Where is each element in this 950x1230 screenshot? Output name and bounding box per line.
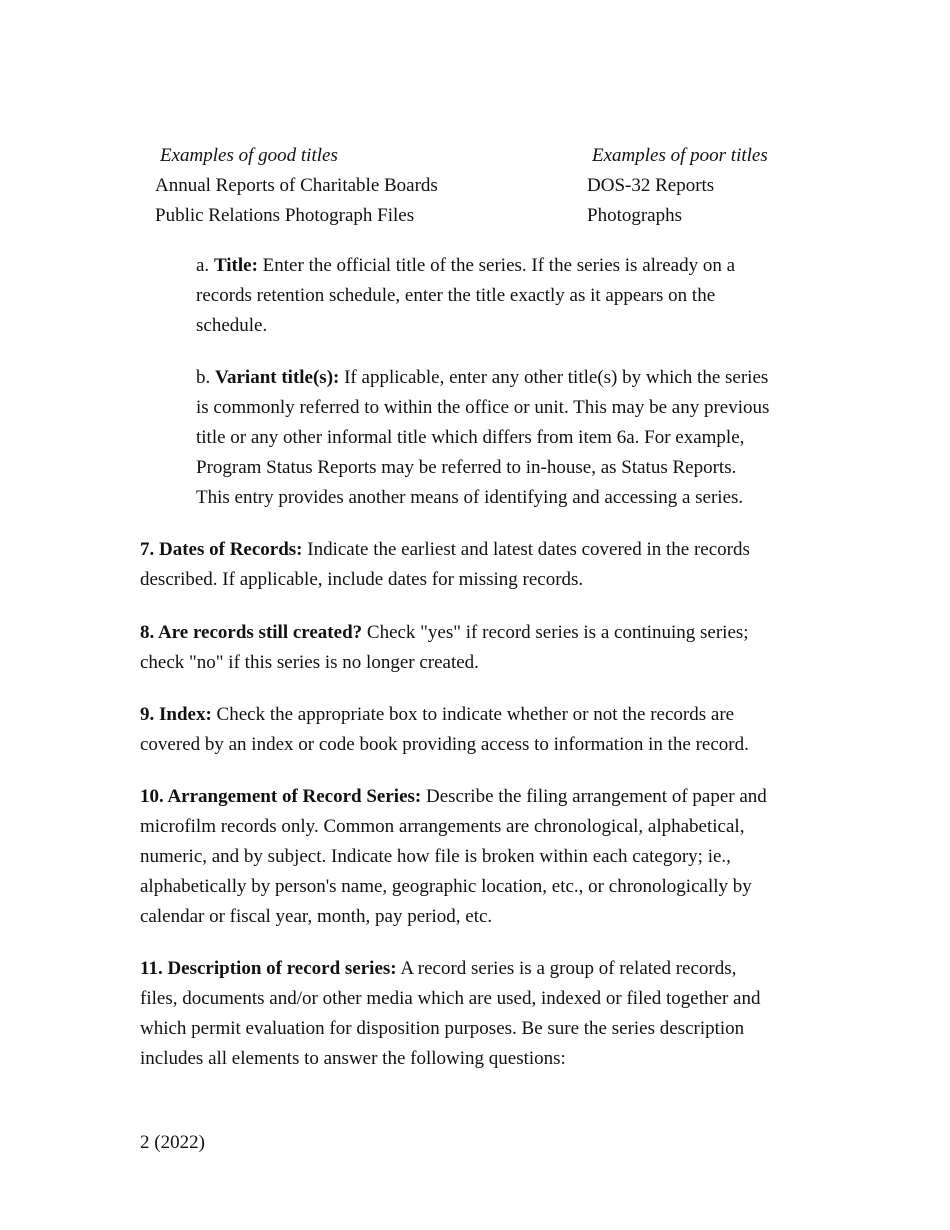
item-text: includes all elements to answer the following questions: bbox=[140, 1048, 566, 1069]
item-text: schedule. bbox=[196, 315, 268, 336]
examples-row bbox=[155, 171, 855, 201]
item-label: Variant title(s): bbox=[215, 367, 340, 388]
item-text: described. If applicable, include dates for missing records. bbox=[140, 569, 584, 590]
good-titles-heading: Examples of good titles bbox=[160, 145, 338, 166]
item-text: alphabetically by person's name, geographic location, etc., or chronologically by bbox=[140, 876, 752, 897]
good-title-example: Annual Reports of Charitable Boards bbox=[155, 175, 438, 196]
item-text: calendar or fiscal year, month, pay period, etc. bbox=[140, 906, 493, 927]
poor-title-example: DOS-32 Reports bbox=[587, 175, 715, 196]
item-label: 11. Description of record series: bbox=[140, 958, 397, 979]
item-label: 7. Dates of Records: bbox=[140, 539, 303, 560]
item-text: which permit evaluation for disposition purposes. Be sure the series description bbox=[140, 1018, 745, 1039]
item-10-arrangement bbox=[140, 782, 767, 932]
item-text: If applicable, enter any other title(s) by which the series bbox=[339, 367, 769, 388]
poor-title-example: Photographs bbox=[587, 205, 682, 226]
item-text: records retention schedule, enter the title exactly as it appears on the bbox=[196, 285, 716, 306]
item-text: check "no" if this series is no longer created. bbox=[140, 652, 479, 673]
item-9-index bbox=[140, 700, 749, 760]
item-text: Program Status Reports may be referred to in-house, as Status Reports. bbox=[196, 457, 737, 478]
item-text: title or any other informal title which differs from item 6a. For example, bbox=[196, 427, 745, 448]
item-text: Check "yes" if record series is a continuing series; bbox=[362, 622, 749, 643]
item-prefix: a. bbox=[196, 255, 214, 276]
item-label: 8. Are records still created? bbox=[140, 622, 363, 643]
poor-titles-heading: Examples of poor titles bbox=[592, 145, 768, 166]
item-label: 9. Index: bbox=[140, 704, 212, 725]
item-8-still-created bbox=[140, 618, 749, 678]
item-text: Check the appropriate box to indicate whether or not the records are bbox=[211, 704, 735, 725]
examples-row bbox=[155, 201, 855, 231]
item-text: Enter the official title of the series. If the series is already on a bbox=[257, 255, 736, 276]
examples-header-row bbox=[155, 141, 855, 171]
item-prefix: b. bbox=[196, 367, 215, 388]
item-text: numeric, and by subject. Indicate how file is broken within each category; ie., bbox=[140, 846, 731, 867]
item-text: microfilm records only. Common arrangements are chronological, alphabetical, bbox=[140, 816, 745, 837]
item-7-dates-of-records bbox=[140, 535, 750, 595]
item-label: 10. Arrangement of Record Series: bbox=[140, 786, 422, 807]
item-text: This entry provides another means of identifying and accessing a series. bbox=[196, 487, 744, 508]
item-6a-title bbox=[196, 251, 735, 341]
item-text: is commonly referred to within the office or unit. This may be any previous bbox=[196, 397, 770, 418]
page-footer: 2 (2022) bbox=[140, 1132, 205, 1153]
item-text: Indicate the earliest and latest dates covered in the records bbox=[302, 539, 750, 560]
item-text: A record series is a group of related records, bbox=[396, 958, 737, 979]
item-text: files, documents and/or other media which are used, indexed or filed together and bbox=[140, 988, 761, 1009]
good-title-example: Public Relations Photograph Files bbox=[155, 205, 415, 226]
item-6b-variant-title bbox=[196, 363, 769, 513]
item-11-description bbox=[140, 954, 760, 1074]
item-text: covered by an index or code book providing access to information in the record. bbox=[140, 734, 749, 755]
title-examples-table bbox=[155, 141, 855, 231]
item-text: Describe the filing arrangement of paper and bbox=[421, 786, 767, 807]
item-label: Title: bbox=[213, 255, 258, 276]
